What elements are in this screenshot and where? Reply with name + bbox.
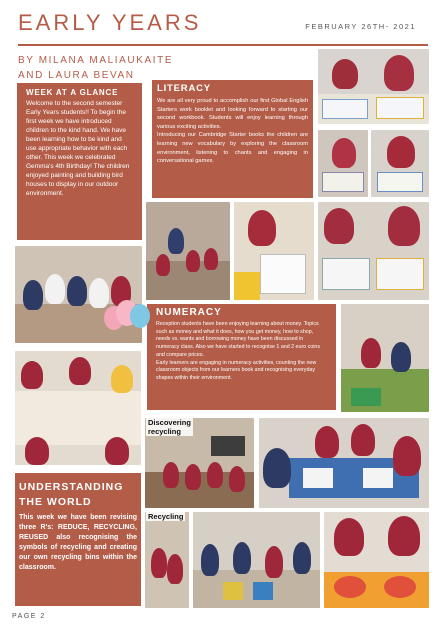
photo-dot-worksheet	[234, 202, 314, 300]
issue-date: FEBRUARY 26TH- 2021	[305, 22, 416, 31]
photo-worksheet-table	[318, 202, 429, 300]
literacy-box	[152, 80, 313, 198]
header-divider	[18, 44, 428, 46]
balloons-decoration	[104, 300, 152, 340]
photo-fruit-skewers	[324, 512, 429, 608]
photo-reading-left	[318, 130, 368, 197]
literacy-text: We are all very proud to accomplish our first Global English Starters work booklet and looking forward to starting our second workbook. Students will enjoy learning through various exciting activities. Introducing our Cambridge Starter books the children are learning new vocabulary by exploring the classroom environment, listening to chants and engaging in conversational games.	[157, 98, 308, 165]
photo-recycling	[145, 512, 189, 608]
understanding-the-world-heading	[19, 480, 137, 510]
understanding-the-world-box	[15, 473, 141, 606]
week-at-a-glance-box	[17, 83, 142, 240]
caption-recycling: Recycling	[148, 512, 184, 521]
literacy-heading: LITERACY	[157, 83, 211, 94]
byline-line-1: BY MILANA MALIAUKAITE	[18, 55, 174, 66]
photo-reading-right	[371, 130, 429, 197]
photo-money-activity	[341, 304, 429, 412]
newsletter-title: EARLY YEARS	[18, 10, 202, 35]
photo-recycling-bins	[193, 512, 320, 608]
numeracy-heading: NUMERACY	[156, 307, 222, 318]
week-at-a-glance-text: Welcome to the second semester Early Years students!! To begin the first week we have introduced children to the kind hand. We have been learning how to be kind and use appropriate behavior with each other. This week we celebrated Gemma's 4th Birthday! The children enjoyed painting and building bird houses to display in our outdoor environment.	[26, 100, 130, 197]
byline	[18, 53, 173, 83]
byline-line-2: AND LAURA BEVAN	[18, 70, 135, 81]
photo-table-activity	[15, 351, 141, 465]
week-at-a-glance-heading: WEEK AT A GLANCE	[26, 88, 119, 97]
photo-learners-book	[259, 418, 429, 508]
understanding-the-world-text: This week we have been revising three R's: REDUCE, RECYCLING, REUSED also recognising the symbols of recycling and creating our own recycling bins within the classroom.	[19, 514, 137, 571]
photo-worksheet-top	[318, 49, 429, 124]
numeracy-box	[147, 304, 336, 410]
page-number: PAGE 2	[12, 613, 46, 620]
caption-discovering-recycling: Discovering recycling	[148, 418, 191, 436]
heading-line-2: THE WORLD	[19, 496, 92, 508]
photo-classroom-hall	[146, 202, 230, 300]
numeracy-text: Reception students have been enjoying learning about money. Topics such as money and what it does, how you get money, how to shop, needs vs. wants and borrowing money have been discussed in numeracy class. Also we have started to recognise 1 and 2 euro coins and compare prices. Early learners are engaging in numeracy activities, counting the new classroom objects from our learners book and recognising everyday shapes within their environment.	[156, 321, 320, 381]
heading-line-1: UNDERSTANDING	[19, 481, 124, 493]
